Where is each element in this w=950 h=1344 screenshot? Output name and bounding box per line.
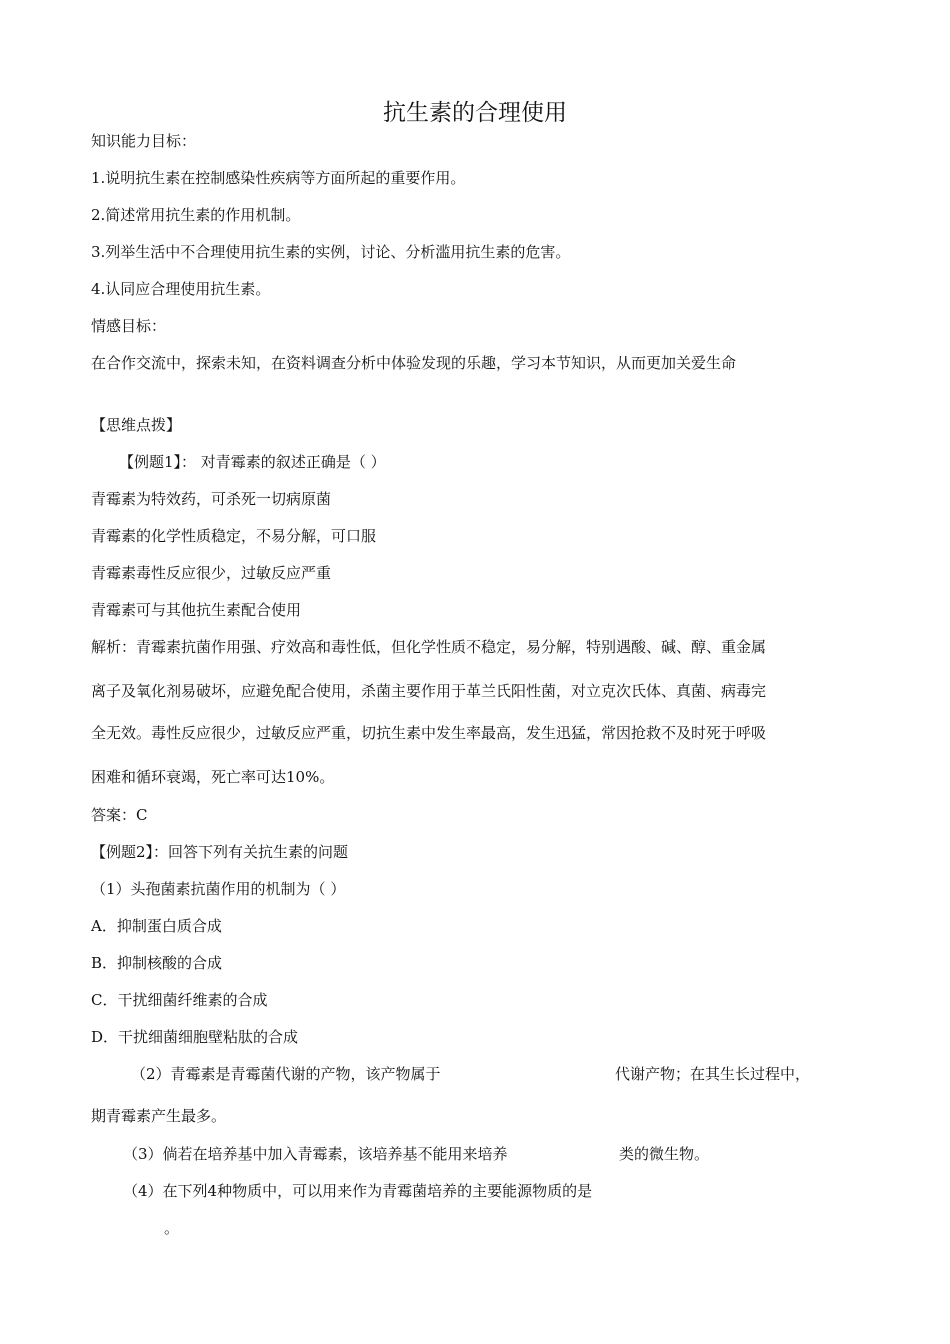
example1-answer: 答案：C bbox=[91, 806, 148, 824]
example2-q3-part1: （3）倘若在培养基中加入青霉素，该培养基不能用来培养 bbox=[123, 1145, 508, 1163]
example1-option-b: 青霉素的化学性质稳定，不易分解，可口服 bbox=[91, 527, 377, 545]
example2-q4: （4）在下列4种物质中，可以用来作为青霉菌培养的主要能源物质的是 bbox=[123, 1182, 593, 1200]
example2-q2-part1: （2）青霉素是青霉菌代谢的产物，该产物属于 bbox=[131, 1065, 441, 1083]
example1-option-d: 青霉素可与其他抗生素配合使用 bbox=[91, 601, 302, 619]
example2-q1: （1）头孢菌素抗菌作用的机制为（ ） bbox=[91, 880, 346, 898]
example2-question: 【例题2】：回答下列有关抗生素的问题 bbox=[91, 843, 349, 861]
example1-analysis-line-4: 困难和循环衰竭，死亡率可达10%。 bbox=[91, 768, 335, 786]
knowledge-goal-1: 1.说明抗生素在控制感染性疾病等方面所起的重要作用。 bbox=[91, 169, 466, 187]
example2-q2-part2: 代谢产物；在其生长过程中， bbox=[615, 1065, 811, 1083]
example2-q3-part2: 类的微生物。 bbox=[619, 1145, 710, 1163]
knowledge-goal-3: 3.列举生活中不合理使用抗生素的实例，讨论、分析滥用抗生素的危害。 bbox=[91, 243, 571, 261]
example2-q1-option-d: D．干扰细菌细胞壁粘肽的合成 bbox=[91, 1028, 299, 1046]
example2-q2-line2: 期青霉素产生最多。 bbox=[91, 1107, 227, 1125]
example2-q1-option-a: A．抑制蛋白质合成 bbox=[91, 917, 222, 935]
example1-question: 【例题1】： 对青霉素的叙述正确是（ ） bbox=[119, 453, 386, 471]
example1-analysis-line-1: 解析：青霉素抗菌作用强、疗效高和毒性低，但化学性质不稳定，易分解，特别遇酸、碱、醇、重金属 bbox=[91, 638, 767, 656]
example1-analysis-line-3: 全无效。毒性反应很少，过敏反应严重，切抗生素中发生率最高，发生迅猛，常因抢救不及时死于呼吸 bbox=[91, 724, 767, 742]
example2-q1-option-c: C．干扰细菌纤维素的合成 bbox=[91, 991, 268, 1009]
example2-q1-option-b: B．抑制核酸的合成 bbox=[91, 954, 223, 972]
emotion-text: 在合作交流中，探索未知，在资料调查分析中体验发现的乐趣，学习本节知识，从而更加关爱生命 bbox=[91, 354, 737, 372]
example1-option-c: 青霉素毒性反应很少，过敏反应严重 bbox=[91, 564, 332, 582]
example2-q4-end: 。 bbox=[164, 1219, 180, 1237]
example1-analysis-line-2: 离子及氧化剂易破坏，应避免配合使用，杀菌主要作用于革兰氏阳性菌，对立克次氏体、真菌、病毒完 bbox=[91, 682, 767, 700]
example1-option-a: 青霉素为特效药，可杀死一切病原菌 bbox=[91, 490, 332, 508]
emotion-heading: 情感目标： bbox=[91, 317, 167, 335]
knowledge-heading: 知识能力目标： bbox=[91, 132, 197, 150]
page-title: 抗生素的合理使用 bbox=[383, 100, 567, 126]
knowledge-goal-4: 4.认同应合理使用抗生素。 bbox=[91, 280, 271, 298]
section-heading: 【思维点拨】 bbox=[91, 416, 182, 434]
knowledge-goal-2: 2.简述常用抗生素的作用机制。 bbox=[91, 206, 301, 224]
